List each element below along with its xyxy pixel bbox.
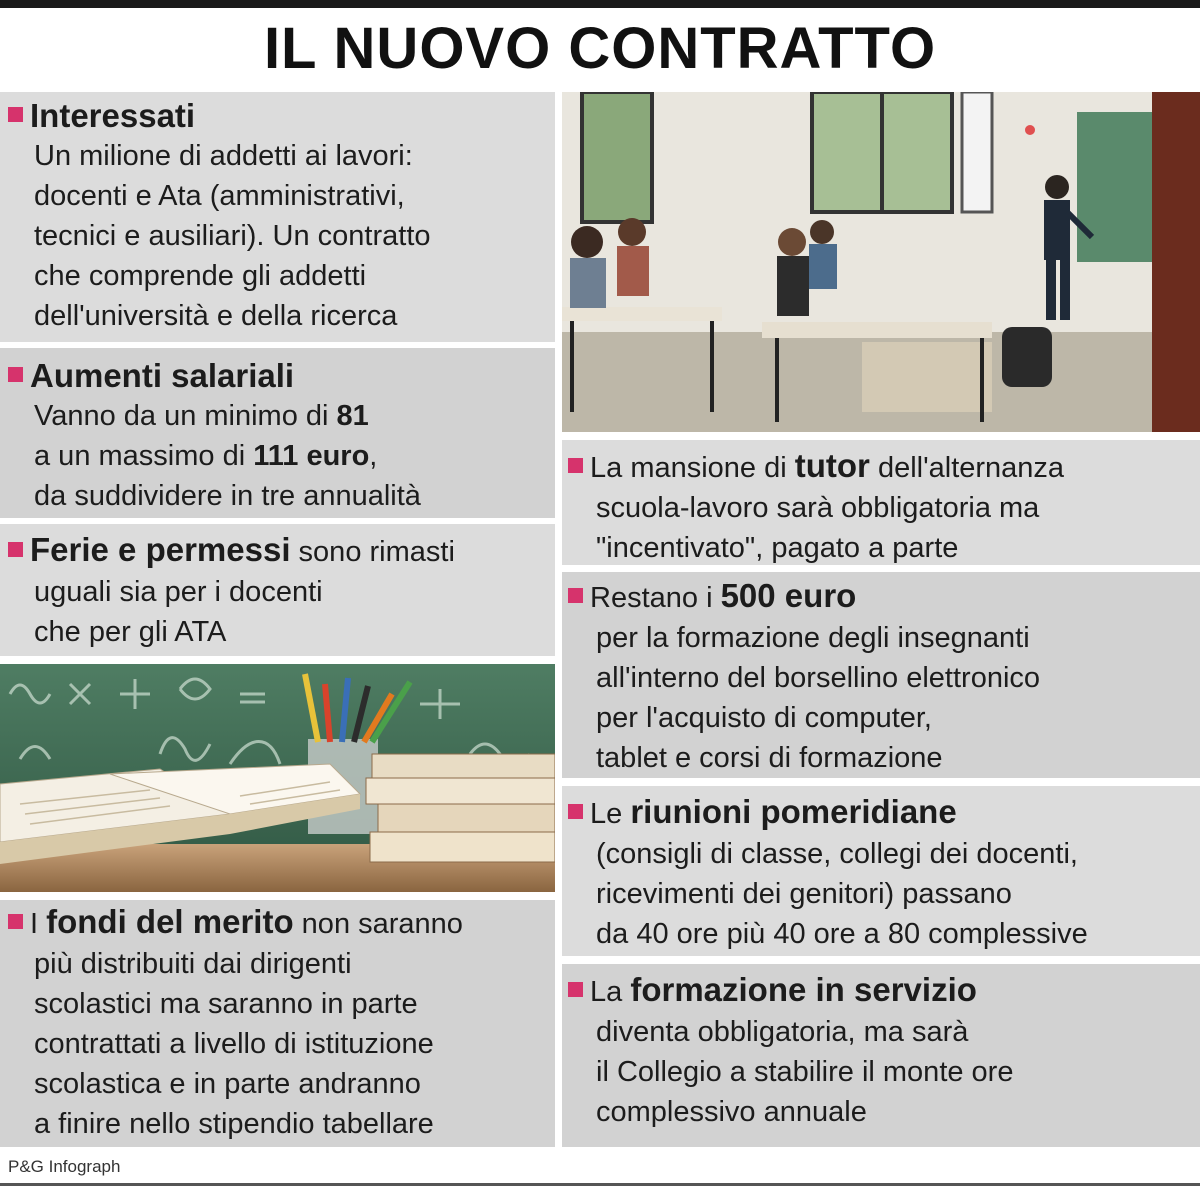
page-title: IL NUOVO CONTRATTO <box>263 16 937 81</box>
section-heading: fondi del merito <box>46 903 294 940</box>
text-line: che per gli ATA <box>34 616 227 648</box>
text-line: che comprende gli addetti <box>34 260 367 292</box>
text-line: tecnici e ausiliari). Un contratto <box>34 220 431 252</box>
text-segment: La mansione di <box>590 452 795 484</box>
text-line: "incentivato", pagato a parte <box>596 532 959 564</box>
section-interessati <box>0 92 555 342</box>
max-amount: 111 euro <box>253 440 370 472</box>
text-line: ricevimenti dei genitori) passano <box>596 878 1012 910</box>
min-amount: 81 <box>336 400 369 432</box>
credit-label: P&G Infograph <box>8 1157 121 1176</box>
text-segment: , <box>369 440 378 472</box>
classroom-photo <box>562 92 1200 432</box>
text-line: per la formazione degli insegnanti <box>596 622 1030 654</box>
text-line: uguali sia per i docenti <box>34 576 323 608</box>
text-segment: a un massimo di <box>34 440 254 472</box>
text-line: docenti e Ata (amministrativi, <box>34 180 405 212</box>
text-segment: La <box>590 976 631 1008</box>
top-rule <box>0 0 1200 8</box>
section-heading: Interessati <box>30 97 196 134</box>
section-heading: tutor <box>794 447 870 484</box>
bullet-icon <box>568 458 583 473</box>
text-line: all'interno del borsellino elettronico <box>596 662 1041 694</box>
bullet-icon <box>8 914 23 929</box>
bullet-icon <box>8 107 23 122</box>
text-line: diventa obbligatoria, ma sarà <box>596 1016 969 1048</box>
section-riunioni <box>562 786 1200 956</box>
text-segment: I <box>30 908 47 940</box>
section-heading: 500 euro <box>720 577 857 614</box>
text-line: (consigli di classe, collegi dei docenti, <box>596 838 1078 870</box>
section-heading: Aumenti salariali <box>30 357 295 394</box>
text-line: più distribuiti dai dirigenti <box>34 948 352 980</box>
text-segment: Vanno da un minimo di <box>34 400 337 432</box>
text-line: scuola-lavoro sarà obbligatoria ma <box>596 492 1040 524</box>
text-line: da suddividere in tre annualità <box>34 480 421 512</box>
bullet-icon <box>8 542 23 557</box>
text-line: a finire nello stipendio tabellare <box>34 1108 434 1140</box>
text-segment: dell'alternanza <box>869 452 1065 484</box>
classroom-illustration <box>562 92 1200 432</box>
section-tutor <box>562 440 1200 565</box>
text-line: Un milione di addetti ai lavori: <box>34 140 413 172</box>
text-line: dell'università e della ricerca <box>34 300 398 332</box>
text-segment: Le <box>590 798 631 830</box>
text-line: scolastica e in parte andranno <box>34 1068 421 1100</box>
text-line: tablet e corsi di formazione <box>596 742 943 774</box>
text-line: contrattati a livello di istituzione <box>34 1028 434 1060</box>
text-line: il Collegio a stabilire il monte ore <box>596 1056 1014 1088</box>
bullet-icon <box>568 982 583 997</box>
bullet-icon <box>568 804 583 819</box>
text-segment: sono rimasti <box>290 536 455 568</box>
section-ferie <box>0 524 555 656</box>
text-segment: non saranno <box>293 908 463 940</box>
section-heading: Ferie e permessi <box>30 531 291 568</box>
books-chalkboard-illustration <box>0 664 555 892</box>
bullet-icon <box>568 588 583 603</box>
bottom-rule <box>0 1183 1200 1186</box>
bullet-icon <box>8 367 23 382</box>
text-segment: Restano i <box>590 582 721 614</box>
books-photo <box>0 664 555 892</box>
text-line: da 40 ore più 40 ore a 80 complessive <box>596 918 1088 950</box>
section-500-euro <box>562 572 1200 778</box>
text-line: complessivo annuale <box>596 1096 867 1128</box>
section-heading: riunioni pomeridiane <box>630 793 957 830</box>
text-line: scolastici ma saranno in parte <box>34 988 418 1020</box>
section-formazione <box>562 964 1200 1147</box>
text-line: per l'acquisto di computer, <box>596 702 932 734</box>
section-fondi <box>0 900 555 1147</box>
section-aumenti <box>0 348 555 518</box>
section-heading: formazione in servizio <box>630 971 977 1008</box>
